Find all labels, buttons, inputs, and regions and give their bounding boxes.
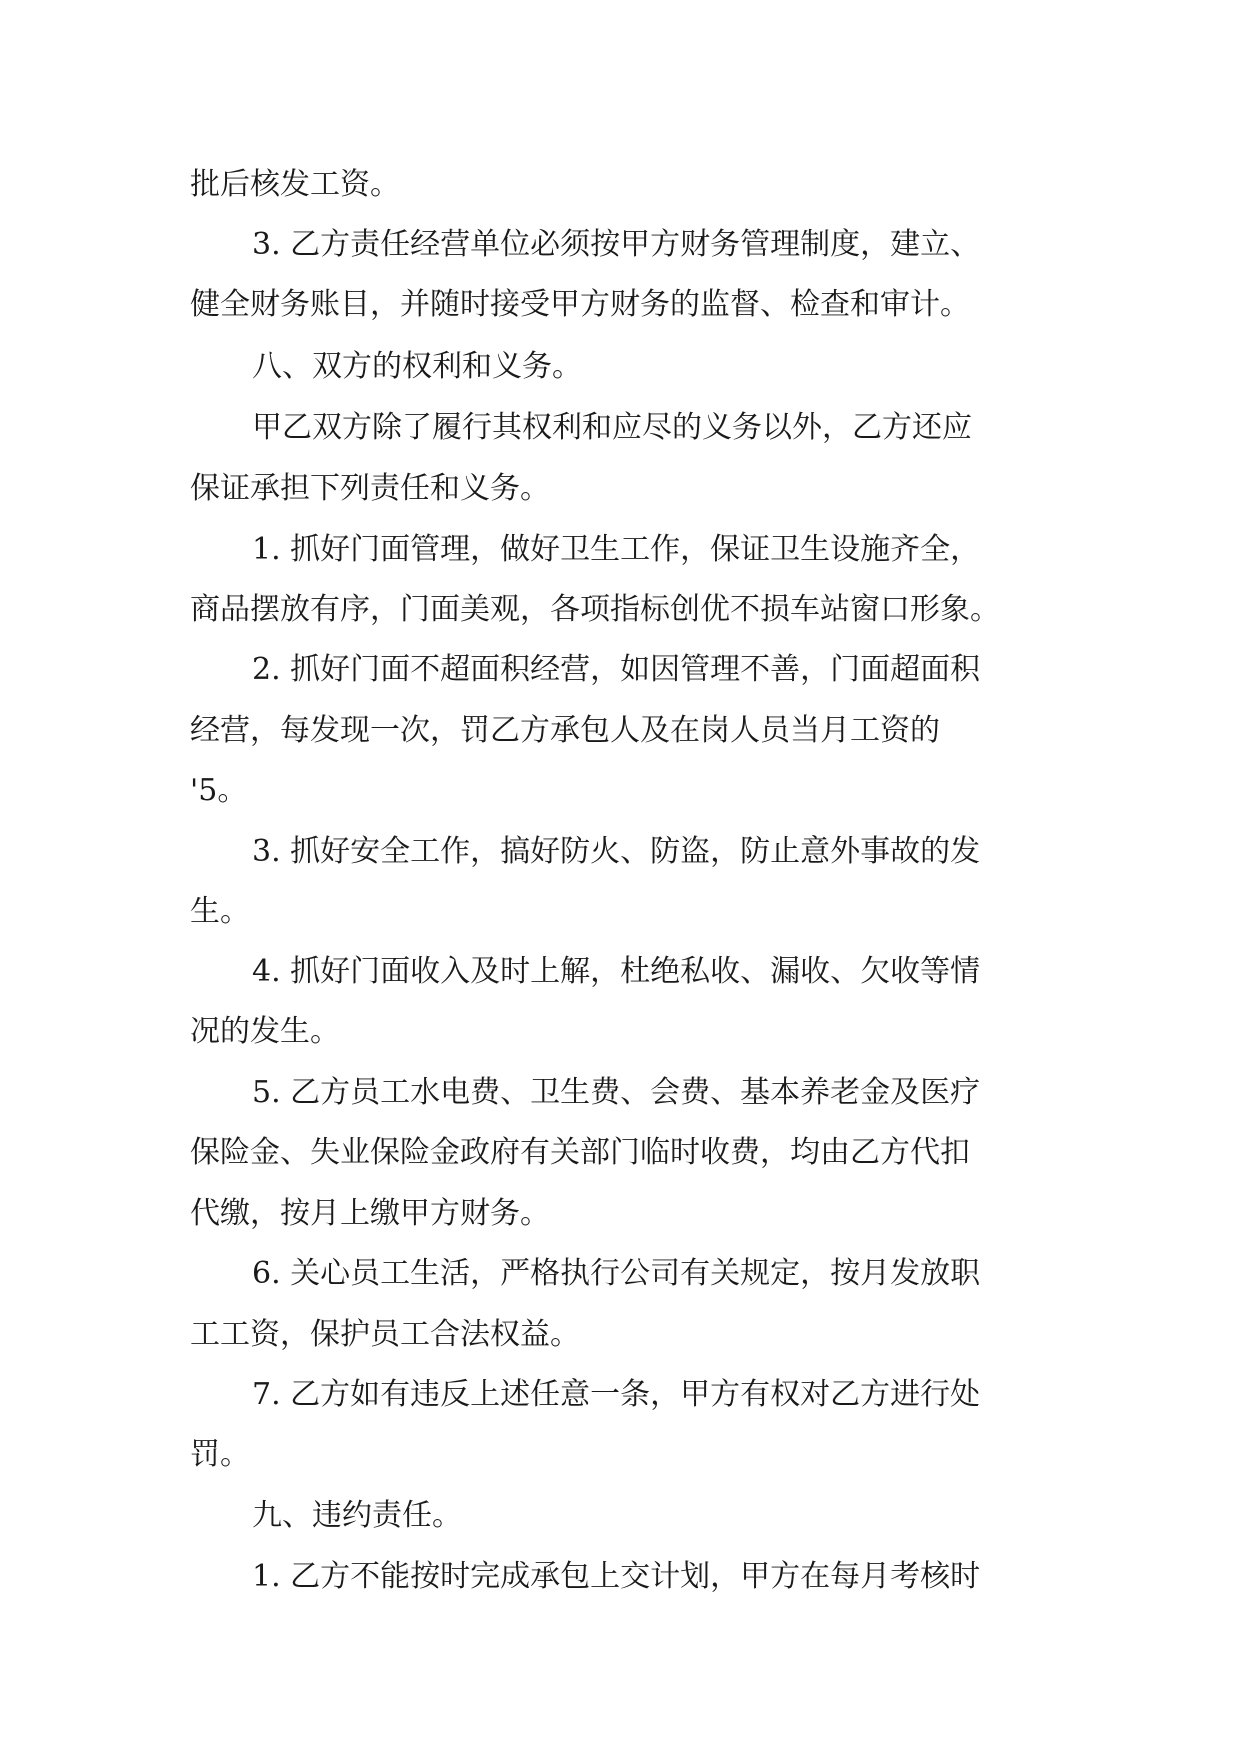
text-line-5: 甲乙双方除了履行其权利和应尽的义务以外，乙方还应	[252, 410, 972, 445]
text-line-2: 3. 乙方责任经营单位必须按甲方财务管理制度，建立、	[252, 227, 981, 262]
text-line-6: 保证承担下列责任和义务。	[190, 471, 550, 506]
text-line-12: 3. 抓好安全工作，搞好防火、防盗，防止意外事故的发	[252, 834, 981, 869]
text-line-14: 4. 抓好门面收入及时上解，杜绝私收、漏收、欠收等情	[252, 954, 981, 989]
text-line-24: 1. 乙方不能按时完成承包上交计划，甲方在每月考核时	[252, 1559, 981, 1594]
text-line-8: 商品摆放有序，门面美观，各项指标创优不损车站窗口形象。	[190, 592, 1000, 627]
text-line-16: 5. 乙方员工水电费、卫生费、会费、基本养老金及医疗	[252, 1075, 981, 1110]
text-line-21: 7. 乙方如有违反上述任意一条，甲方有权对乙方进行处	[252, 1377, 981, 1412]
text-line-11: '5。	[190, 773, 248, 808]
text-line-7: 1. 抓好门面管理，做好卫生工作，保证卫生设施齐全，	[252, 532, 981, 567]
text-line-1: 批后核发工资。	[190, 167, 400, 202]
text-line-20: 工工资，保护员工合法权益。	[190, 1317, 580, 1352]
text-line-18: 代缴，按月上缴甲方财务。	[190, 1196, 550, 1231]
section-heading-rights-obligations: 八、双方的权利和义务。	[252, 349, 582, 384]
text-line-13: 生。	[190, 894, 250, 929]
text-line-17: 保险金、失业保险金政府有关部门临时收费，均由乙方代扣	[190, 1135, 970, 1170]
text-line-22: 罚。	[190, 1437, 250, 1472]
text-line-10: 经营，每发现一次，罚乙方承包人及在岗人员当月工资的	[190, 713, 940, 748]
text-line-15: 况的发生。	[190, 1014, 340, 1049]
text-line-3: 健全财务账目，并随时接受甲方财务的监督、检查和审计。	[190, 287, 970, 322]
text-line-19: 6. 关心员工生活，严格执行公司有关规定，按月发放职	[252, 1256, 981, 1291]
text-line-9: 2. 抓好门面不超面积经营，如因管理不善，门面超面积	[252, 652, 981, 687]
section-heading-breach-liability: 九、违约责任。	[252, 1498, 462, 1533]
